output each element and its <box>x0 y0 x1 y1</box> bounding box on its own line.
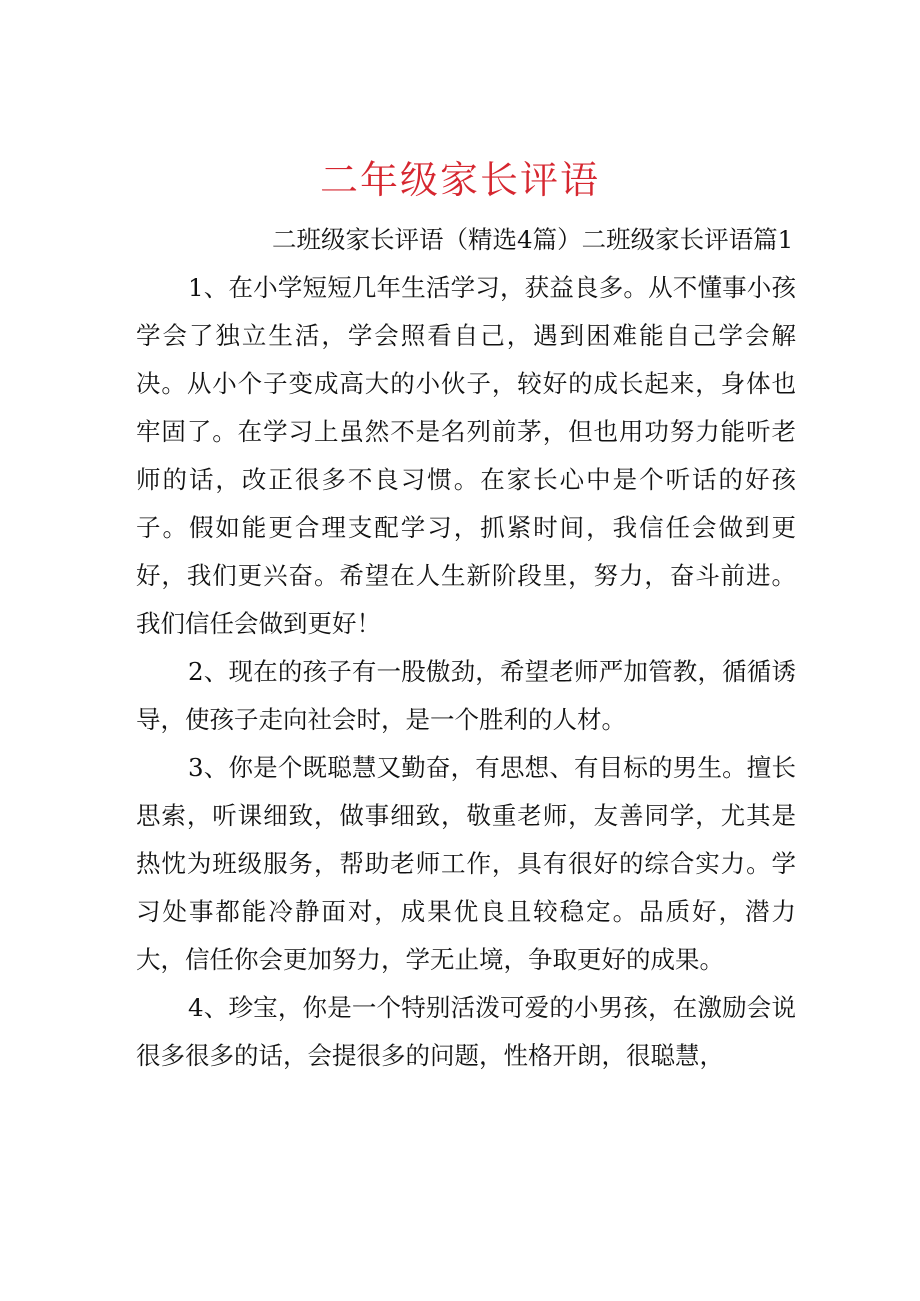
paragraph-3: 3、你是个既聪慧又勤奋，有思想、有目标的男生。擅长思索，听课细致，做事细致，敬重老师，友善同学，尤其是热忱为班级服务，帮助老师工作，具有很好的综合实力。学习处事都能冷静面对，成果优良且较稳定。品质好，潜力大，信任你会更加努力，学无止境，争取更好的成果。 <box>136 753 796 974</box>
document-body <box>136 216 796 1080</box>
document-subtitle: 二班级家长评语（精选4篇）二班级家长评语篇1 <box>272 225 794 254</box>
paragraph-4: 4、珍宝，你是一个特别活泼可爱的小男孩，在激励会说很多很多的话，会提很多的问题，性格开朗，很聪慧， <box>136 993 796 1070</box>
paragraph-1: 1、在小学短短几年生活学习，获益良多。从不懂事小孩学会了独立生活，学会照看自己，遇到困难能自己学会解决。从小个子变成高大的小伙子，较好的成长起来，身体也牢固了。在学习上虽然不是名列前茅，但也用功努力能听老师的话，改正很多不良习惯。在家长心中是个听话的好孩子。假如能更合理支配学习，抓紧时间，我信任会做到更好，我们更兴奋。希望在人生新阶段里，努力，奋斗前进。我们信任会做到更好！ <box>136 273 796 638</box>
document-title: 二年级家长评语 <box>319 158 600 202</box>
paragraph-2: 2、现在的孩子有一股傲劲，希望老师严加管教，循循诱导，使孩子走向社会时，是一个胜利的人材。 <box>136 657 796 734</box>
